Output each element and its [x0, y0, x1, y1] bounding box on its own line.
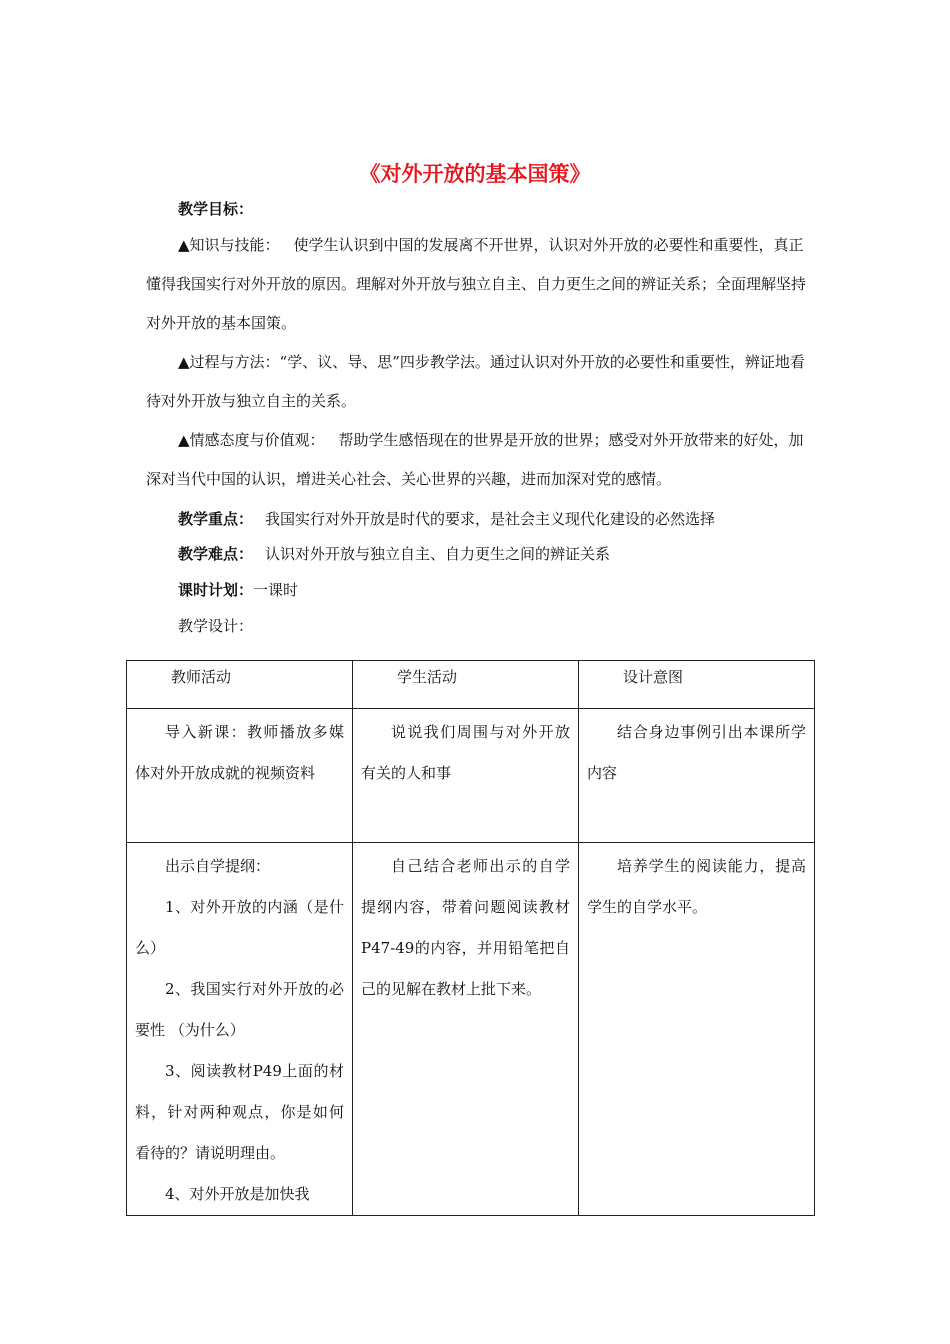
- schedule-text: 一课时: [253, 581, 299, 599]
- header-student: 学生活动: [353, 661, 579, 709]
- row1-teacher: [127, 709, 353, 843]
- difficult-point-label: 教学难点：: [178, 545, 254, 563]
- emotion-label: ▲情感态度与价值观：: [178, 431, 325, 449]
- outline-heading: 出示自学提纲：: [165, 857, 271, 875]
- header-teacher: 教师活动: [127, 661, 353, 709]
- process-label: ▲过程与方法：: [178, 353, 280, 371]
- lesson-plan-table: [126, 660, 815, 1216]
- row2-intent: [579, 843, 815, 1216]
- objectives-heading: [178, 198, 253, 219]
- key-point: [178, 508, 715, 529]
- document-title: 《对外开放的基本国策》: [359, 161, 591, 186]
- knowledge-skills: [146, 226, 818, 343]
- table-row: [127, 843, 815, 1216]
- row1-student-text: 说说我们周围与对外开放有关的人和事: [361, 723, 570, 782]
- row1-intent: [579, 709, 815, 843]
- process-text: “学、议、导、思”四步教学法。通过认识对外开放的必要性和重要性，辨证地看待对外开放与独立自主的关系。: [146, 353, 805, 410]
- header-intent: 设计意图: [579, 661, 815, 709]
- outline-item: 2、我国实行对外开放的必要性 （为什么）: [135, 980, 344, 1039]
- row1-teacher-text: 导入新课：教师播放多媒体对外开放成就的视频资料: [135, 723, 344, 782]
- key-point-text: 我国实行对外开放是时代的要求，是社会主义现代化建设的必然选择: [265, 510, 716, 528]
- table-header-row: [127, 661, 815, 709]
- schedule: [178, 579, 298, 600]
- knowledge-label: ▲知识与技能：: [178, 236, 280, 254]
- knowledge-text: 使学生认识到中国的发展离不开世界，认识对外开放的必要性和重要性，真正懂得我国实行对外开放的原因。理解对外开放与独立自主、自力更生之间的辨证关系；全面理解坚持对外开放的基本国策。: [146, 236, 807, 332]
- row2-student-text: 自己结合老师出示的自学提纲内容，带着问题阅读教材P47-49的内容，并用铅笔把自己的见解在教材上批下来。: [361, 857, 570, 998]
- row1-student: [353, 709, 579, 843]
- outline-item: 1、对外开放的内涵（是什么）: [135, 898, 344, 957]
- table-row: [127, 709, 815, 843]
- row2-teacher: [127, 843, 353, 1216]
- design-heading: 教学设计：: [178, 617, 254, 635]
- process-methods: [146, 343, 818, 421]
- difficult-point-text: 认识对外开放与独立自主、自力更生之间的辨证关系: [265, 545, 611, 563]
- outline-item: 4、对外开放是加快我: [165, 1185, 310, 1203]
- row2-student: [353, 843, 579, 1216]
- key-point-label: 教学重点：: [178, 510, 254, 528]
- emotion-values: [146, 421, 818, 499]
- emotion-text: 帮助学生感悟现在的世界是开放的世界；感受对外开放带来的好处，加深对当代中国的认识，增进关心社会、关心世界的兴趣，进而加深对党的感情。: [146, 431, 804, 488]
- row2-intent-text: 培养学生的阅读能力，提高学生的自学水平。: [587, 857, 806, 916]
- outline-item: 3、阅读教材P49上面的材料，针对两种观点，你是如何看待的？请说明理由。: [135, 1062, 344, 1162]
- difficult-point: [178, 543, 610, 564]
- schedule-label: 课时计划：: [178, 581, 254, 599]
- objectives-heading-text: 教学目标：: [178, 200, 254, 218]
- row1-intent-text: 结合身边事例引出本课所学内容: [587, 723, 806, 782]
